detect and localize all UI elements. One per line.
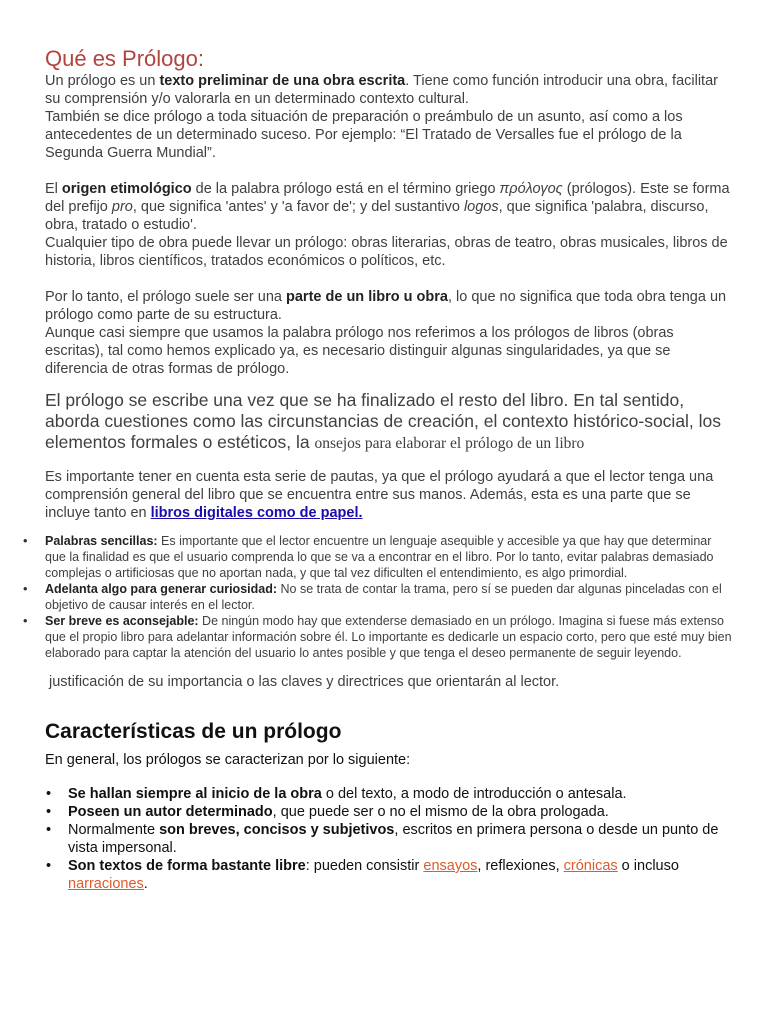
bold-text: Se hallan siempre al inicio de la obra bbox=[68, 786, 322, 802]
tips-list bbox=[45, 533, 735, 661]
bold-text: Ser breve es aconsejable: bbox=[45, 614, 199, 628]
text: , que significa 'antes' y 'a favor de'; y del sustantivo bbox=[132, 199, 464, 215]
text: Es importante que el lector encuentre un lenguaje asequible y accesible ya que hay que determinar que la finalidad es que el usuario comprenda lo que se va a encontrar en el libro. Por lo tanto, evitar palabras demasiado complejas o artificiosas que no aportan nada, y que tal vez dificulten el entendimiento, es algo primordial. bbox=[45, 534, 714, 580]
bold-text: texto preliminar de una obra escrita bbox=[159, 73, 406, 89]
text: o del texto, a modo de introducción o antesala. bbox=[321, 786, 627, 802]
text: De ningún modo hay que extenderse demasiado en un prólogo. Imagina si fuese más extenso que el propio libro para adelantar información sobre él. Lo importante es dedicarle un espacio corto, pero que esté muy bien elaborado para captar la atención del usuario lo antes posible y que tenga el deseo permanente de seguir leyendo. bbox=[45, 614, 732, 660]
paragraph-part-of-book bbox=[45, 288, 735, 324]
text: El prólogo se escribe una vez que se ha finalizado el resto del libro. En tal sentido, aborda cuestiones como las circunstancias de creación, el contexto histórico-social, los elementos formales o estéticos, la bbox=[45, 390, 722, 452]
bold-text: parte de un libro u obra bbox=[286, 289, 448, 305]
text: (prólogos). Este se forma del prefijo bbox=[45, 181, 730, 215]
paragraph-guidelines bbox=[45, 468, 735, 522]
text: , reflexiones, bbox=[477, 858, 564, 874]
paragraph-also: También se dice prólogo a toda situación de preparación o preámbulo de un asunto, así como a los antecedentes de un determinado suceso. Por ejemplo: “El Tratado de Versalles fue el prólogo de la Segunda Guerra Mundial”. bbox=[45, 109, 683, 161]
text: de la palabra prólogo está en el término griego bbox=[191, 181, 500, 197]
document-page bbox=[45, 46, 735, 893]
text: , escritos en primera persona o desde un punto de vista impersonal. bbox=[68, 822, 719, 856]
paragraph-written-last bbox=[45, 390, 735, 454]
text: , lo que no significa que toda obra tenga un prólogo como parte de su estructura. bbox=[45, 289, 727, 323]
text: . Tiene como función introducir una obra, facilitar su comprensión y/o valorarla en un determinado contexto cultural. bbox=[45, 73, 718, 107]
text: Un prólogo es un bbox=[45, 73, 160, 89]
paragraph-singularities: Aunque casi siempre que usamos la palabra prólogo nos referimos a los prólogos de libros (obras escritas), tal como hemos explicado ya, es necesario distinguir algunas singularidades, ya que se diferencia de otras formas de prólogo. bbox=[45, 325, 674, 377]
bold-text: Son textos de forma bastante libre bbox=[68, 858, 306, 874]
text: o incluso bbox=[617, 858, 679, 874]
bold-text: Palabras sencillas: bbox=[45, 534, 158, 548]
text: Por lo tanto, el prólogo suele ser una bbox=[45, 289, 287, 305]
bold-text: son breves, concisos y subjetivos bbox=[159, 822, 395, 838]
paragraph-any-work: Cualquier tipo de obra puede llevar un prólogo: obras literarias, obras de teatro, obras musicales, libros de historia, libros científicos, tratados económicos o políticos, etc. bbox=[45, 235, 728, 269]
link-narraciones[interactable]: narraciones bbox=[68, 876, 144, 892]
text: : pueden consistir bbox=[305, 858, 424, 874]
greek-term: πρόλογος bbox=[499, 181, 563, 197]
bold-text: origen etimológico bbox=[61, 181, 192, 197]
text: Normalmente bbox=[68, 822, 160, 838]
characteristics-list bbox=[45, 785, 735, 893]
paragraph-etymology bbox=[45, 180, 735, 234]
text: , que puede ser o no el mismo de la obra prologada. bbox=[272, 804, 609, 820]
list-item bbox=[45, 533, 735, 581]
text: Es importante tener en cuenta esta serie de pautas, ya que el prólogo ayudará a que el lector tenga una comprensión general del libro que se encuentra entre sus manos. Además, esta es una parte que se incluye tanto en bbox=[45, 469, 714, 521]
serif-text: onsejos para elaborar el prólogo de un libro bbox=[314, 435, 585, 452]
text: El bbox=[45, 181, 62, 197]
paragraph-definition bbox=[45, 72, 735, 108]
list-item bbox=[45, 581, 735, 613]
list-item bbox=[68, 803, 735, 821]
page-title: Qué es Prólogo: bbox=[45, 46, 204, 71]
link-ensayos[interactable]: ensayos bbox=[423, 858, 478, 874]
italic-term: pro bbox=[111, 199, 133, 215]
italic-term: logos bbox=[463, 199, 499, 215]
text: No se trata de contar la trama, pero sí se pueden dar algunas pinceladas con el objetivo de causar interés en el lector. bbox=[45, 582, 722, 612]
section-heading: Características de un prólogo bbox=[45, 720, 342, 743]
list-item bbox=[68, 785, 735, 803]
link-cronicas[interactable]: crónicas bbox=[563, 858, 618, 874]
list-item bbox=[68, 857, 735, 893]
section-intro: En general, los prólogos se caracterizan por lo siguiente: bbox=[45, 752, 411, 768]
text: , que significa 'palabra, discurso, obra, tratado o estudio'. bbox=[45, 199, 709, 233]
text: . bbox=[143, 876, 148, 892]
bold-text: Adelanta algo para generar curiosidad: bbox=[45, 582, 278, 596]
paragraph-justification: justificación de su importancia o las claves y directrices que orientarán al lector. bbox=[49, 674, 560, 690]
bold-text: Poseen un autor determinado bbox=[68, 804, 273, 820]
link-digital-paper-books[interactable]: libros digitales como de papel. bbox=[150, 505, 363, 521]
list-item bbox=[45, 613, 735, 661]
list-item bbox=[68, 821, 735, 857]
